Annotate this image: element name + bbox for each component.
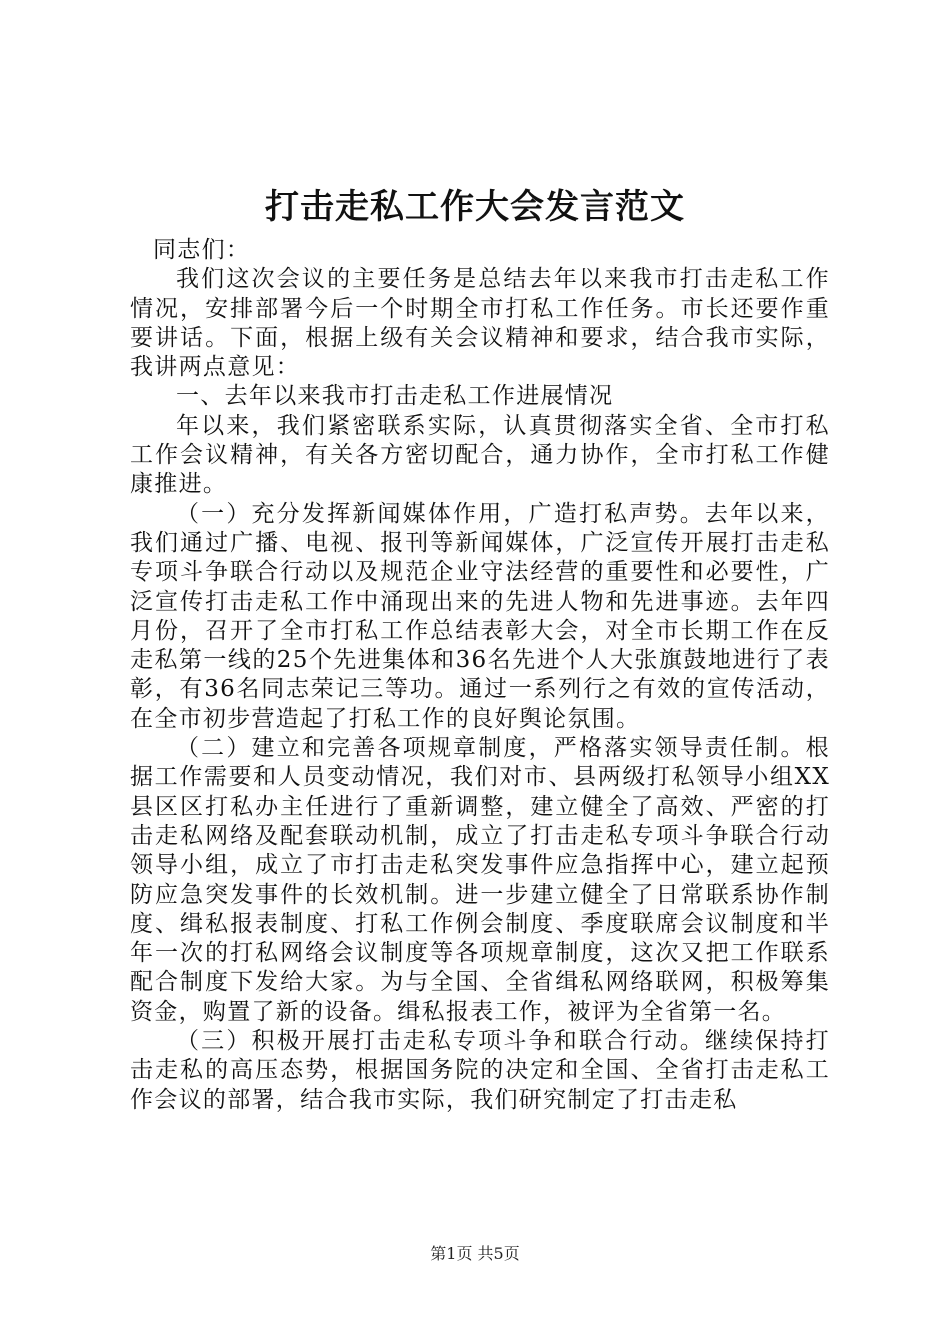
- page-footer: 第1页 共5页: [430, 1244, 520, 1263]
- section-heading: 一、去年以来我市打击走私工作进展情况: [176, 383, 614, 410]
- salutation: 同志们：: [153, 237, 251, 263]
- body-paragraph: （二）建立和完善各项规章制度，严格落实领导责任制。根据工作需要和人员变动情况，我们对市、县两级打私领导小组XX县区区打私办主任进行了重新调整，建立健全了高效、严密的打击走私网络及配套联动机制，成立了打击走私专项斗争联合行动领导小组，成立了市打击走私突发事件应急指挥中心，建立起预防应急突发事件的长效机制。进一步建立健全了日常联系协作制度、缉私报表制度、打私工作例会制度、季度联席会议制度和半年一次的打私网络会议制度等各项规章制度，这次又把工作联系配合制度下发给大家。为与全国、全省缉私网络联网，积极筹集资金，购置了新的设备。缉私报表工作，被评为全省第一名。: [130, 735, 830, 1025]
- intro-paragraph: 我们这次会议的主要任务是总结去年以来我市打击走私工作情况，安排部署今后一个时期全市打私工作任务。市长还要作重要讲话。下面，根据上级有关会议精神和要求，结合我市实际，我讲两点意见：: [130, 266, 830, 381]
- body-paragraph: （一）充分发挥新闻媒体作用，广造打私声势。去年以来，我们通过广播、电视、报刊等新闻媒体，广泛宣传开展打击走私专项斗争联合行动以及规范企业守法经营的重要性和必要性，广泛宣传打击走私工作中涌现出来的先进人物和先进事迹。去年四月份，召开了全市打私工作总结表彰大会，对全市长期工作在反走私第一线的25个先进集体和36名先进个人大张旗鼓地进行了表彰，有36名同志荣记三等功。通过一系列行之有效的宣传活动，在全市初步营造起了打私工作的良好舆论氛围。: [130, 500, 830, 732]
- document-body: [130, 236, 830, 1115]
- body-paragraph: 年以来，我们紧密联系实际，认真贯彻落实全省、全市打私工作会议精神，有关各方密切配合，通力协作，全市打私工作健康推进。: [130, 412, 830, 498]
- document-title: 打击走私工作大会发言范文: [265, 187, 685, 227]
- body-paragraph: （三）积极开展打击走私专项斗争和联合行动。继续保持打击走私的高压态势，根据国务院的决定和全国、全省打击走私工作会议的部署，结合我市实际，我们研究制定了打击走私: [130, 1028, 830, 1113]
